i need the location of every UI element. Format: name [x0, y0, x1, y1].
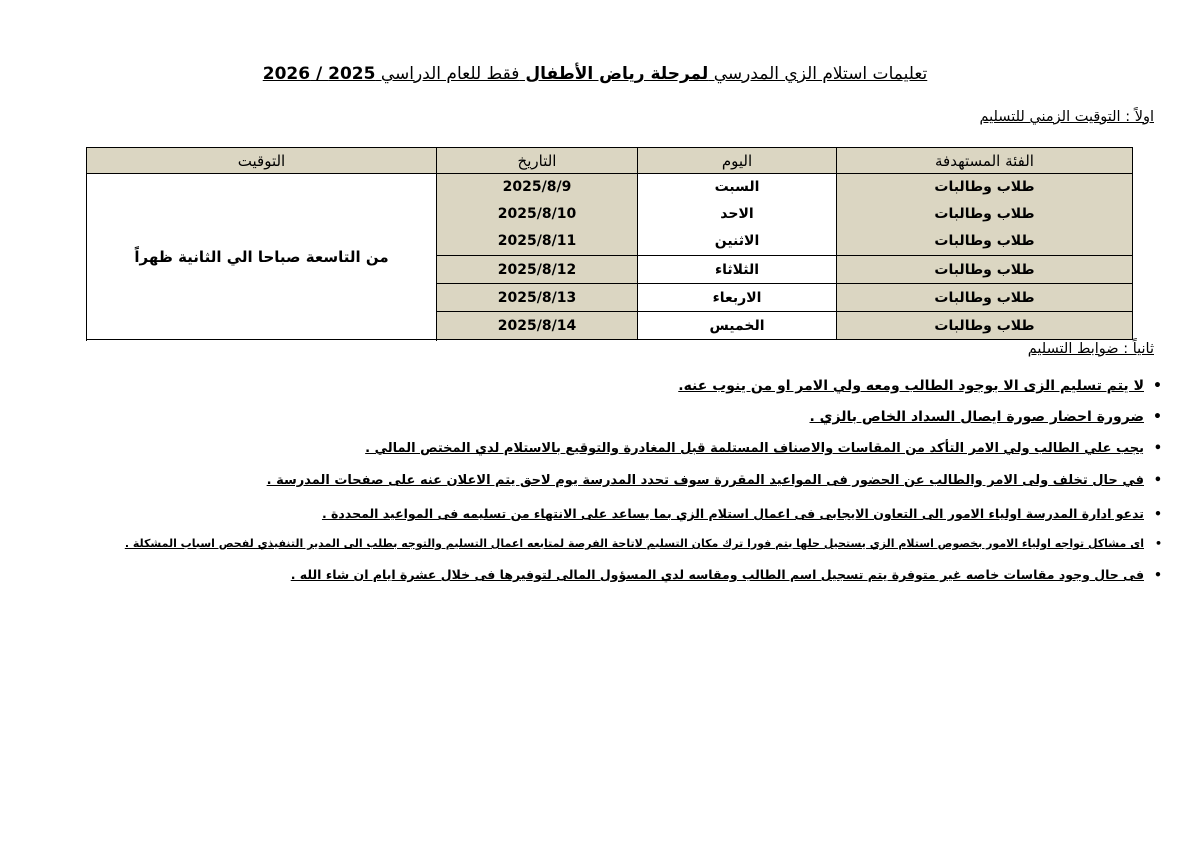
delivery-schedule-table [86, 147, 1133, 340]
section-1-heading: اولاً : التوقيت الزمني للتسليم [979, 109, 1154, 125]
rule-text: لا يتم تسليم الزى الا بوجود الطالب ومعه ولي الامر او من ينوب عنه. [678, 378, 1144, 394]
category-cell: طلاب وطالبات [837, 256, 1133, 284]
title-segment-1: تعليمات استلام الزي المدرسي [708, 64, 928, 84]
day-cell: الخميس [638, 312, 837, 340]
day-value: الاحد [720, 206, 754, 222]
timing-cell-divider-border-stub [436, 334, 437, 341]
document-title [0, 62, 1190, 88]
title-segment-3: فقط للعام الدراسي [375, 64, 520, 84]
rule-text: تدعو ادارة المدرسة اولياء الامور الى التعاون الايجابى فى اعمال استلام الزي بما يساعد على الانتهاء من تسليمه فى المواعيد المحددة . [321, 506, 1144, 521]
rule-item-1 [10, 378, 1164, 394]
column-header-target-category: الفئة المستهدفة [837, 148, 1133, 174]
column-header-date: التاريخ [437, 148, 638, 174]
date-cell: 2025/8/12 [437, 256, 638, 284]
timing-cell: من التاسعة صباحا الي الثانية ظهراً [87, 174, 437, 340]
day-cell-group [638, 174, 837, 256]
title-segment-2: لمرحلة رياض الأطفال [519, 64, 709, 84]
day-cell: الثلاثاء [638, 256, 837, 284]
category-value: طلاب وطالبات [934, 233, 1035, 249]
category-cell: طلاب وطالبات [837, 284, 1133, 312]
date-cell-group [437, 174, 638, 256]
day-value: الاثنين [714, 233, 760, 249]
rule-item-5 [10, 506, 1164, 521]
rule-item-7 [10, 567, 1164, 582]
rule-item-2 [10, 409, 1164, 425]
timing-cell-left-border-stub [86, 334, 87, 341]
rule-text: يجب علي الطالب ولي الامر التأكد من المقاسات والاصناف المستلمة قبل المغادرة والتوقيع بالاستلام لدي المختص المالي . [365, 441, 1144, 456]
column-header-day: اليوم [638, 148, 837, 174]
date-value: 2025/8/10 [497, 206, 577, 222]
column-header-timing: التوقيت [87, 148, 437, 174]
category-cell-group [837, 174, 1133, 256]
section-2-heading: ثانياً : ضوابط التسليم [1027, 341, 1154, 357]
rule-item-3 [10, 441, 1164, 456]
category-value: طلاب وطالبات [934, 206, 1035, 222]
day-cell: الاربعاء [638, 284, 837, 312]
rule-item-4 [10, 473, 1164, 488]
table-header-row [87, 148, 1133, 174]
date-cell: 2025/8/13 [437, 284, 638, 312]
category-value: طلاب وطالبات [934, 179, 1035, 195]
title-segment-4: 2025 / 2026 [262, 64, 376, 84]
rule-text: فى حال وجود مقاسات خاصه غير متوفرة يتم تسجيل اسم الطالب ومقاسه لدي المسؤول المالى لتوفيرها فى خلال عشرة ايام ان شاء الله . [290, 567, 1144, 582]
day-value: السبت [714, 179, 760, 195]
rule-text: ضرورة احضار صورة ايصال السداد الخاص بالزي . [809, 409, 1144, 425]
document-title-text [263, 64, 928, 84]
rule-item-6 [10, 537, 1164, 550]
date-value: 2025/8/9 [502, 179, 572, 195]
rule-text: اى مشاكل تواجه اولياء الامور بخصوص استلام الزي يستحيل حلها يتم فورا ترك مكان التسليم لاتاحة الفرصة لمتابعه اعمال التسليم والتوجه بطلب الى المدير التنفيذي لفحص اسباب المشكلة . [124, 537, 1144, 550]
delivery-rules-list [10, 378, 1164, 597]
category-cell: طلاب وطالبات [837, 312, 1133, 340]
date-value: 2025/8/11 [497, 233, 577, 249]
table-row-group-sat-sun-mon [87, 174, 1133, 256]
date-cell: 2025/8/14 [437, 312, 638, 340]
rule-text: في حال تخلف ولى الامر والطالب عن الحضور فى المواعيد المقررة سوف تحدد المدرسة يوم لاحق يتم الاعلان عنه على صفحات المدرسة . [266, 473, 1144, 488]
